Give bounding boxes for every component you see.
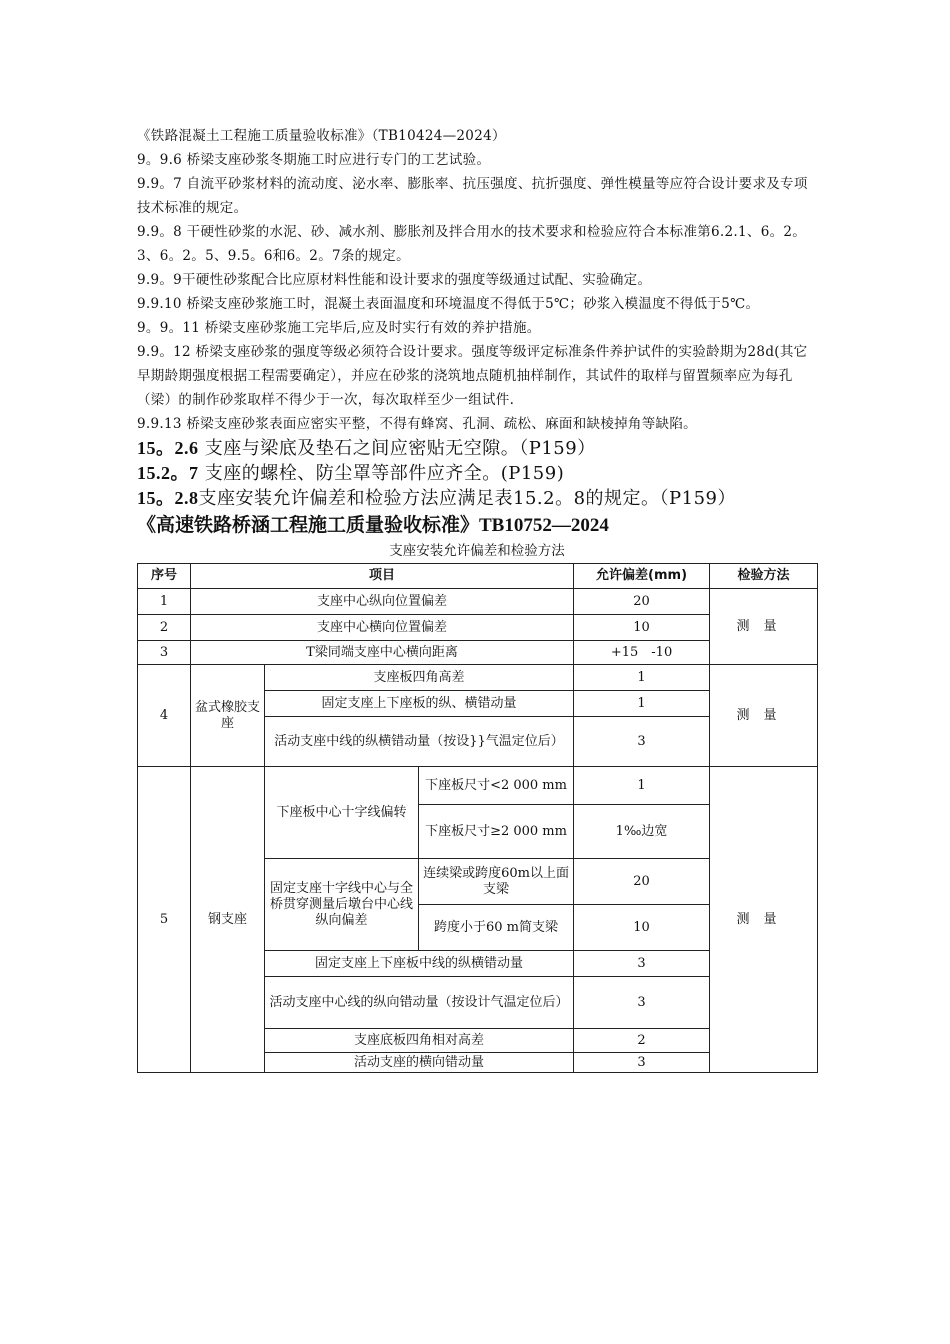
row-method: 测量: [710, 589, 818, 665]
row-value: 3: [574, 951, 710, 977]
row-no: 1: [138, 589, 191, 615]
row-item: 活动支座中线的纵横错动量（按设}}气温定位后）: [265, 717, 574, 767]
row-item: 支座中心横向位置偏差: [191, 615, 574, 641]
clause-text: 支座的螺栓、防尘罩等部件应齐全。(P159): [198, 463, 565, 484]
row-item: 支座底板四角相对高差: [265, 1029, 574, 1053]
row-item: 连续梁或跨度60m以上面支梁: [419, 859, 574, 905]
row-item: 下座板尺寸<2 000 mm: [419, 767, 574, 805]
row-item: 支座中心纵向位置偏差: [191, 589, 574, 615]
row-no: 2: [138, 615, 191, 641]
clause-text: 支座与梁底及垫石之间应密贴无空隙。（P159）: [198, 438, 596, 459]
row-item: 活动支座中心线的纵向错动量（按设计气温定位后）: [265, 977, 574, 1029]
clause-9-9-9: 9.9。9干硬性砂浆配合比应原材料性能和设计要求的强度等级通过试配、实验确定。: [137, 272, 652, 288]
row-item: 固定支座上下座板的纵、横错动量: [265, 691, 574, 717]
clause-15-2-6: [137, 436, 817, 461]
row-item: 固定支座上下座板中线的纵横错动量: [265, 951, 574, 977]
standard-title-2: 《高速铁路桥涵工程施工质量验收标准》TB10752—2024: [137, 515, 609, 536]
clause-15-2-8: [137, 486, 817, 511]
row-item: 下座板尺寸≥2 000 mm: [419, 805, 574, 859]
row-item: 活动支座的横向错动量: [265, 1053, 574, 1073]
header-item: 项目: [191, 564, 574, 589]
row-item: 支座板四角高差: [265, 665, 574, 691]
row-value: 1: [574, 665, 710, 691]
row-value: 3: [574, 977, 710, 1029]
clause-9-9-7: 9.9。7 自流平砂浆材料的流动度、泌水率、膨胀率、抗压强度、抗折强度、弹性模量等应符合设计要求及专项技术标准的规定。: [137, 176, 808, 216]
table-caption: 支座安装允许偏差和检验方法: [389, 543, 565, 559]
clause-9-9-10: 9.9.10 桥梁支座砂浆施工时，混凝土表面温度和环境温度不得低于5℃；砂浆入模温度不得低于5℃。: [137, 296, 760, 312]
tolerance-table: [137, 563, 818, 1073]
row-value: 1: [574, 691, 710, 717]
standard-title-1: 《铁路混凝土工程施工质量验收标准》（TB10424—2024）: [137, 128, 506, 144]
table-row: [138, 589, 818, 615]
clause-number: 15。2.6: [137, 438, 199, 458]
header-method: 检验方法: [710, 564, 818, 589]
row-value: 1: [574, 767, 710, 805]
clause-9-9-6: 9。9.6 桥梁支座砂浆冬期施工时应进行专门的工艺试验。: [137, 152, 491, 168]
row-no: 3: [138, 641, 191, 665]
row-subgroup: 下座板中心十字线偏转: [265, 767, 419, 859]
row-value: +15 -10: [574, 641, 710, 665]
table-row: [138, 665, 818, 691]
row-value: 2: [574, 1029, 710, 1053]
row-method: 测量: [710, 665, 818, 767]
row-no: 4: [138, 665, 191, 767]
document-page: [137, 124, 817, 1073]
row-value: 20: [574, 859, 710, 905]
clause-9-9-11: 9。9。11 桥梁支座砂浆施工完毕后,应及时实行有效的养护措施。: [137, 320, 541, 336]
row-subgroup: 固定支座十字线中心与全桥贯穿测量后墩台中心线纵向偏差: [265, 859, 419, 951]
row-item: 跨度小于60 m简支梁: [419, 905, 574, 951]
clause-number: 15.2。7: [137, 463, 199, 483]
table-header-row: [138, 564, 818, 589]
row-method: 测量: [710, 767, 818, 1073]
row-value: 20: [574, 589, 710, 615]
header-tolerance: 允许偏差(mm): [574, 564, 710, 589]
clause-9-9-13: 9.9.13 桥梁支座砂浆表面应密实平整，不得有蜂窝、孔洞、疏松、麻面和缺棱掉角等缺陷。: [137, 416, 697, 432]
row-group: 钢支座: [191, 767, 265, 1073]
row-value: 1‰边宽: [574, 805, 710, 859]
table-row: [138, 767, 818, 805]
clause-number: 15。2.8: [137, 488, 199, 508]
header-no: 序号: [138, 564, 191, 589]
row-value: 10: [574, 615, 710, 641]
row-value: 10: [574, 905, 710, 951]
row-no: 5: [138, 767, 191, 1073]
row-value: 3: [574, 1053, 710, 1073]
clause-15-2-7: [137, 461, 817, 486]
row-item: T梁同端支座中心横向距离: [191, 641, 574, 665]
clause-9-9-8: 9.9。8 干硬性砂浆的水泥、砂、减水剂、膨胀剂及拌合用水的技术要求和检验应符合本标准第6.2.1、6。2。3、6。2。5、9.5。6和6。2。7条的规定。: [137, 224, 807, 264]
row-value: 3: [574, 717, 710, 767]
clause-text: 支座安装允许偏差和检验方法应满足表15.2。8的规定。（P159）: [198, 488, 736, 509]
clause-9-9-12: 9.9。12 桥梁支座砂浆的强度等级必须符合设计要求。强度等级评定标准条件养护试件的实验龄期为28d(其它早期龄期强度根据工程需要确定），并应在砂浆的浇筑地点随机抽样制作，其试件的取样与留置频率应为每孔（梁）的制作砂浆取样不得少于一次，每次取样至少一组试件.: [137, 344, 808, 408]
row-group: 盆式橡胶支座: [191, 665, 265, 767]
